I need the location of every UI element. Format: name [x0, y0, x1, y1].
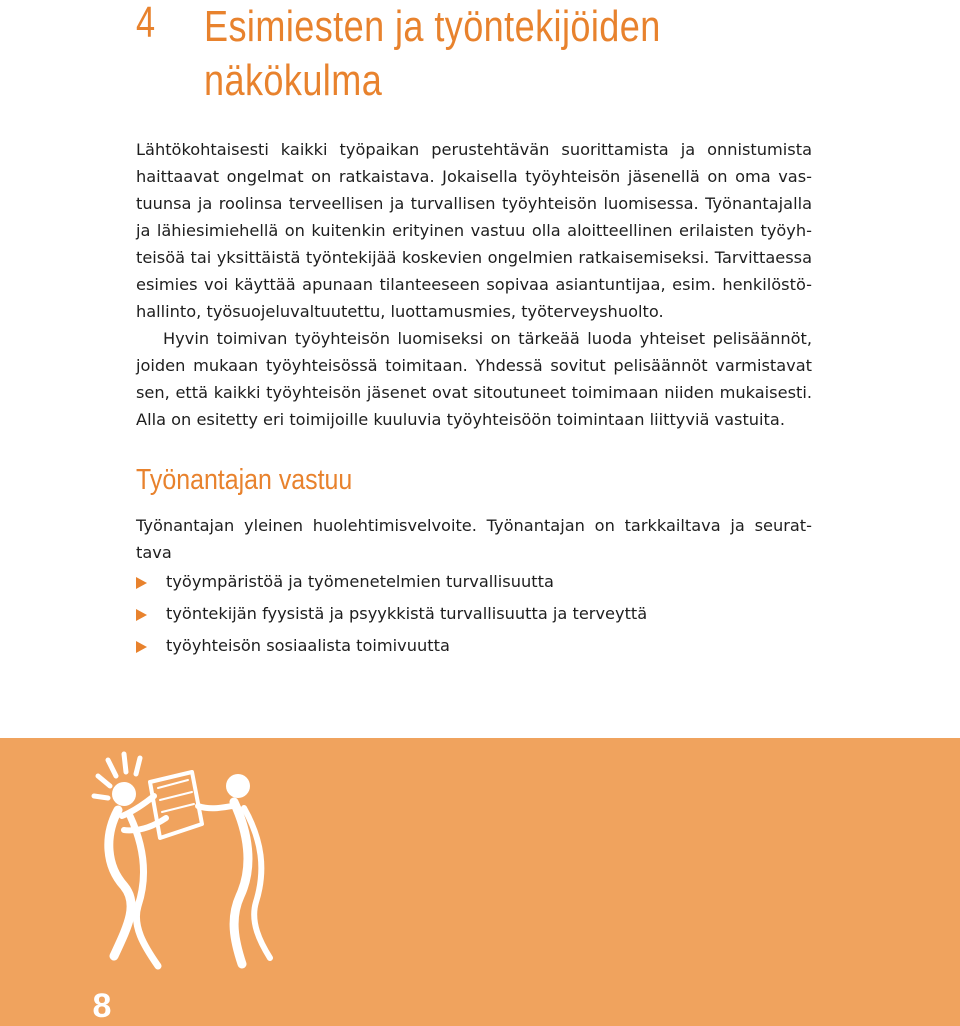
list-item-text: työyhteisön sosiaalista toimivuutta: [166, 636, 450, 655]
intro-line: Lähtökohtaisesti kaikki työpaikan perustehtävän suorittamista ja onnistumista: [136, 140, 812, 159]
responsibility-list: [136, 567, 647, 663]
chapter-title-line-1: Esimiesten ja työntekijöiden: [204, 2, 661, 51]
section-heading: Työnantajan vastuu: [136, 464, 353, 496]
two-figures-carrying-paper-icon: [84, 746, 284, 976]
intro-line: teisöä tai yksittäistä työntekijää koskevien ongelmien ratkaisemiseksi. Tarvittaessa: [136, 248, 812, 267]
triangle-bullet-icon: [136, 641, 147, 653]
intro-line: ja lähiesimiehellä on kuitenkin erityinen vastuu olla aloitteellinen erilaisten työyh-: [136, 221, 812, 240]
list-item-text: työympäristöä ja työmenetelmien turvallisuutta: [166, 572, 554, 591]
page-number: 8: [92, 987, 112, 1025]
chapter-title-line-2: näkökulma: [204, 56, 383, 105]
list-item: [136, 599, 647, 631]
section-lead: [136, 512, 812, 566]
list-item: [136, 631, 647, 663]
section-lead-line: tava: [136, 543, 172, 562]
list-item: [136, 567, 647, 599]
intro-line: sen, että kaikki työyhteisön jäsenet ovat sitoutuneet toimimaan niiden mukaisesti.: [136, 383, 812, 402]
intro-line: joiden mukaan työyhteisössä toimitaan. Yhdessä sovitut pelisäännöt varmistavat: [136, 356, 812, 375]
triangle-bullet-icon: [136, 609, 147, 621]
chapter-title: [204, 0, 778, 108]
list-item-text: työntekijän fyysistä ja psyykkistä turvallisuutta ja terveyttä: [166, 604, 648, 623]
intro-line: Hyvin toimivan työyhteisön luomiseksi on tärkeää luoda yhteiset pelisäännöt,: [163, 329, 812, 348]
chapter-number: 4: [136, 0, 156, 47]
intro-line: esimies voi käyttää apunaan tilanteeseen sopivaa asiantuntijaa, esim. henkilöstö-: [136, 275, 812, 294]
intro-line: haittaavat ongelmat on ratkaistava. Jokaisella työyhteisön jäsenellä on oma vas-: [136, 167, 812, 186]
section-lead-line: Työnantajan yleinen huolehtimisvelvoite. Työnantajan on tarkkailtava ja seurat-: [136, 516, 812, 535]
intro-line: hallinto, työsuojeluvaltuutettu, luottamusmies, työterveyshuolto.: [136, 302, 664, 321]
intro-line: tuunsa ja roolinsa terveellisen ja turvallisen työyhteisön luomisessa. Työnantajalla: [136, 194, 812, 213]
triangle-bullet-icon: [136, 577, 147, 589]
intro-line: Alla on esitetty eri toimijoille kuuluvia työyhteisöön toimintaan liittyviä vastuita.: [136, 410, 785, 429]
intro-text: [136, 136, 812, 433]
